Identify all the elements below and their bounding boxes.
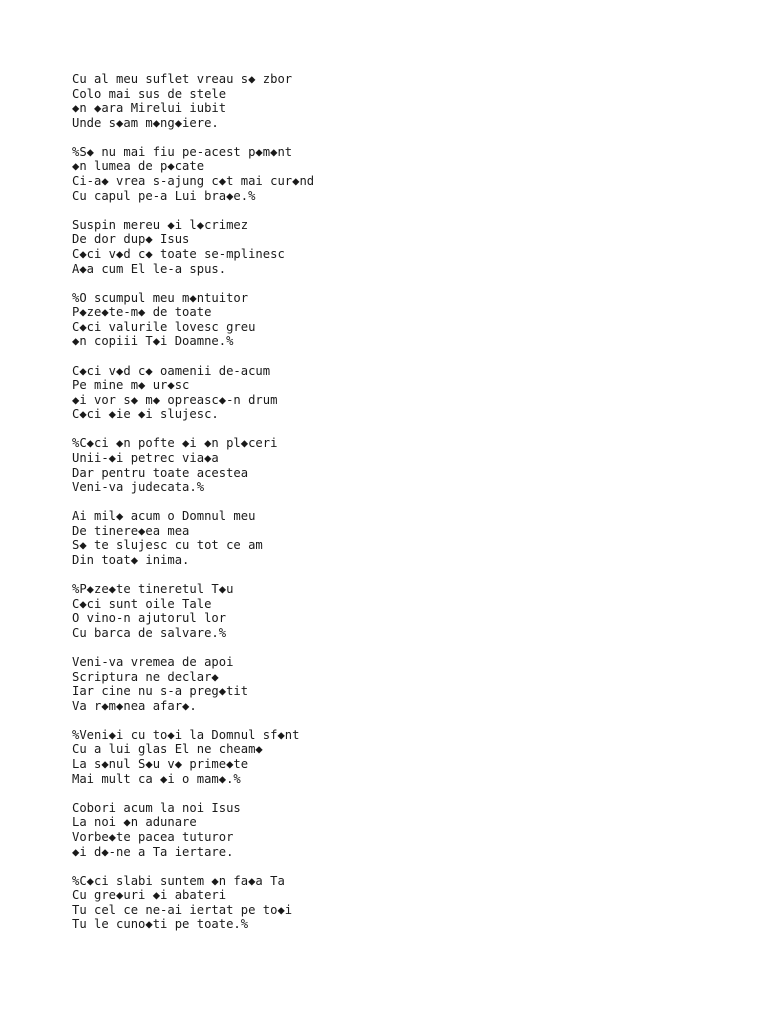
stanza-11 bbox=[72, 801, 752, 859]
stanza-8 bbox=[72, 582, 752, 640]
verse-line: Suspin mereu ◆i l◆crimez bbox=[72, 217, 249, 232]
verse-line: Unii-◆i petrec via◆a bbox=[72, 450, 219, 465]
verse-line: A◆a cum El le-a spus. bbox=[72, 261, 227, 276]
verse-line: Tu le cuno◆ti pe toate.% bbox=[72, 917, 249, 932]
stanza-1 bbox=[72, 72, 752, 130]
verse-line: C◆ci v◆d c◆ toate se-mplinesc bbox=[72, 246, 285, 261]
verse-line: Veni-va judecata.% bbox=[72, 480, 205, 495]
verse-line: Iar cine nu s-a preg◆tit bbox=[72, 684, 249, 699]
verse-line: Cu a lui glas El ne cheam◆ bbox=[72, 742, 263, 757]
verse-line: ◆i vor s◆ m◆ opreasc◆-n drum bbox=[72, 392, 278, 407]
verse-line: Cobori acum la noi Isus bbox=[72, 800, 241, 815]
verse-line: De tinere◆ea mea bbox=[72, 523, 190, 538]
verse-line: O vino-n ajutorul lor bbox=[72, 611, 227, 626]
stanza-9 bbox=[72, 655, 752, 713]
verse-line: C◆ci sunt oile Tale bbox=[72, 596, 212, 611]
stanza-7 bbox=[72, 509, 752, 567]
verse-line: Din toat◆ inima. bbox=[72, 553, 190, 568]
verse-line: La noi ◆n adunare bbox=[72, 815, 197, 830]
verse-line: Ai mil◆ acum o Domnul meu bbox=[72, 509, 256, 524]
verse-line: P◆ze◆te-m◆ de toate bbox=[72, 305, 212, 320]
verse-line: Ci-a◆ vrea s-ajung c◆t mai cur◆nd bbox=[72, 174, 315, 189]
verse-line: Colo mai sus de stele bbox=[72, 86, 227, 101]
verse-line: Scriptura ne declar◆ bbox=[72, 669, 219, 684]
verse-line: La s◆nul S◆u v◆ prime◆te bbox=[72, 757, 249, 772]
verse-line: %S◆ nu mai fiu pe-acest p◆m◆nt bbox=[72, 144, 293, 159]
document-page bbox=[72, 72, 752, 947]
verse-line: Unde s◆am m◆ng◆iere. bbox=[72, 115, 219, 130]
verse-line: Vorbe◆te pacea tuturor bbox=[72, 829, 234, 844]
verse-line: ◆i d◆-ne a Ta iertare. bbox=[72, 844, 234, 859]
stanza-4 bbox=[72, 291, 752, 349]
verse-line: Tu cel ce ne-ai iertat pe to◆i bbox=[72, 902, 293, 917]
verse-line: Dar pentru toate acestea bbox=[72, 465, 249, 480]
verse-line: C◆ci v◆d c◆ oamenii de-acum bbox=[72, 363, 271, 378]
stanza-2 bbox=[72, 145, 752, 203]
verse-line: %P◆ze◆te tineretul T◆u bbox=[72, 582, 234, 597]
verse-line: Cu barca de salvare.% bbox=[72, 625, 227, 640]
verse-line: Va r◆m◆nea afar◆. bbox=[72, 698, 197, 713]
verse-line: Mai mult ca ◆i o mam◆.% bbox=[72, 771, 241, 786]
stanza-6 bbox=[72, 436, 752, 494]
verse-line: %C◆ci ◆n pofte ◆i ◆n pl◆ceri bbox=[72, 436, 278, 451]
stanza-12 bbox=[72, 874, 752, 932]
verse-line: Cu al meu suflet vreau s◆ zbor bbox=[72, 72, 293, 86]
stanza-5 bbox=[72, 364, 752, 422]
verse-line: %C◆ci slabi suntem ◆n fa◆a Ta bbox=[72, 873, 285, 888]
verse-line: C◆ci valurile lovesc greu bbox=[72, 319, 256, 334]
verse-line: ◆n lumea de p◆cate bbox=[72, 159, 205, 174]
verse-line: ◆n copiii T◆i Doamne.% bbox=[72, 334, 234, 349]
stanza-3 bbox=[72, 218, 752, 276]
verse-line: S◆ te slujesc cu tot ce am bbox=[72, 538, 263, 553]
verse-line: %O scumpul meu m◆ntuitor bbox=[72, 290, 249, 305]
verse-line: Cu gre◆uri ◆i abateri bbox=[72, 888, 227, 903]
verse-line: %Veni◆i cu to◆i la Domnul sf◆nt bbox=[72, 727, 300, 742]
verse-line: Veni-va vremea de apoi bbox=[72, 655, 234, 669]
verse-line: Cu capul pe-a Lui bra◆e.% bbox=[72, 188, 256, 203]
verse-line: Pe mine m◆ ur◆sc bbox=[72, 378, 190, 393]
verse-line: De dor dup◆ Isus bbox=[72, 232, 190, 247]
verse-line: C◆ci ◆ie ◆i slujesc. bbox=[72, 407, 219, 422]
verse-line: ◆n ◆ara Mirelui iubit bbox=[72, 101, 227, 116]
stanza-10 bbox=[72, 728, 752, 786]
